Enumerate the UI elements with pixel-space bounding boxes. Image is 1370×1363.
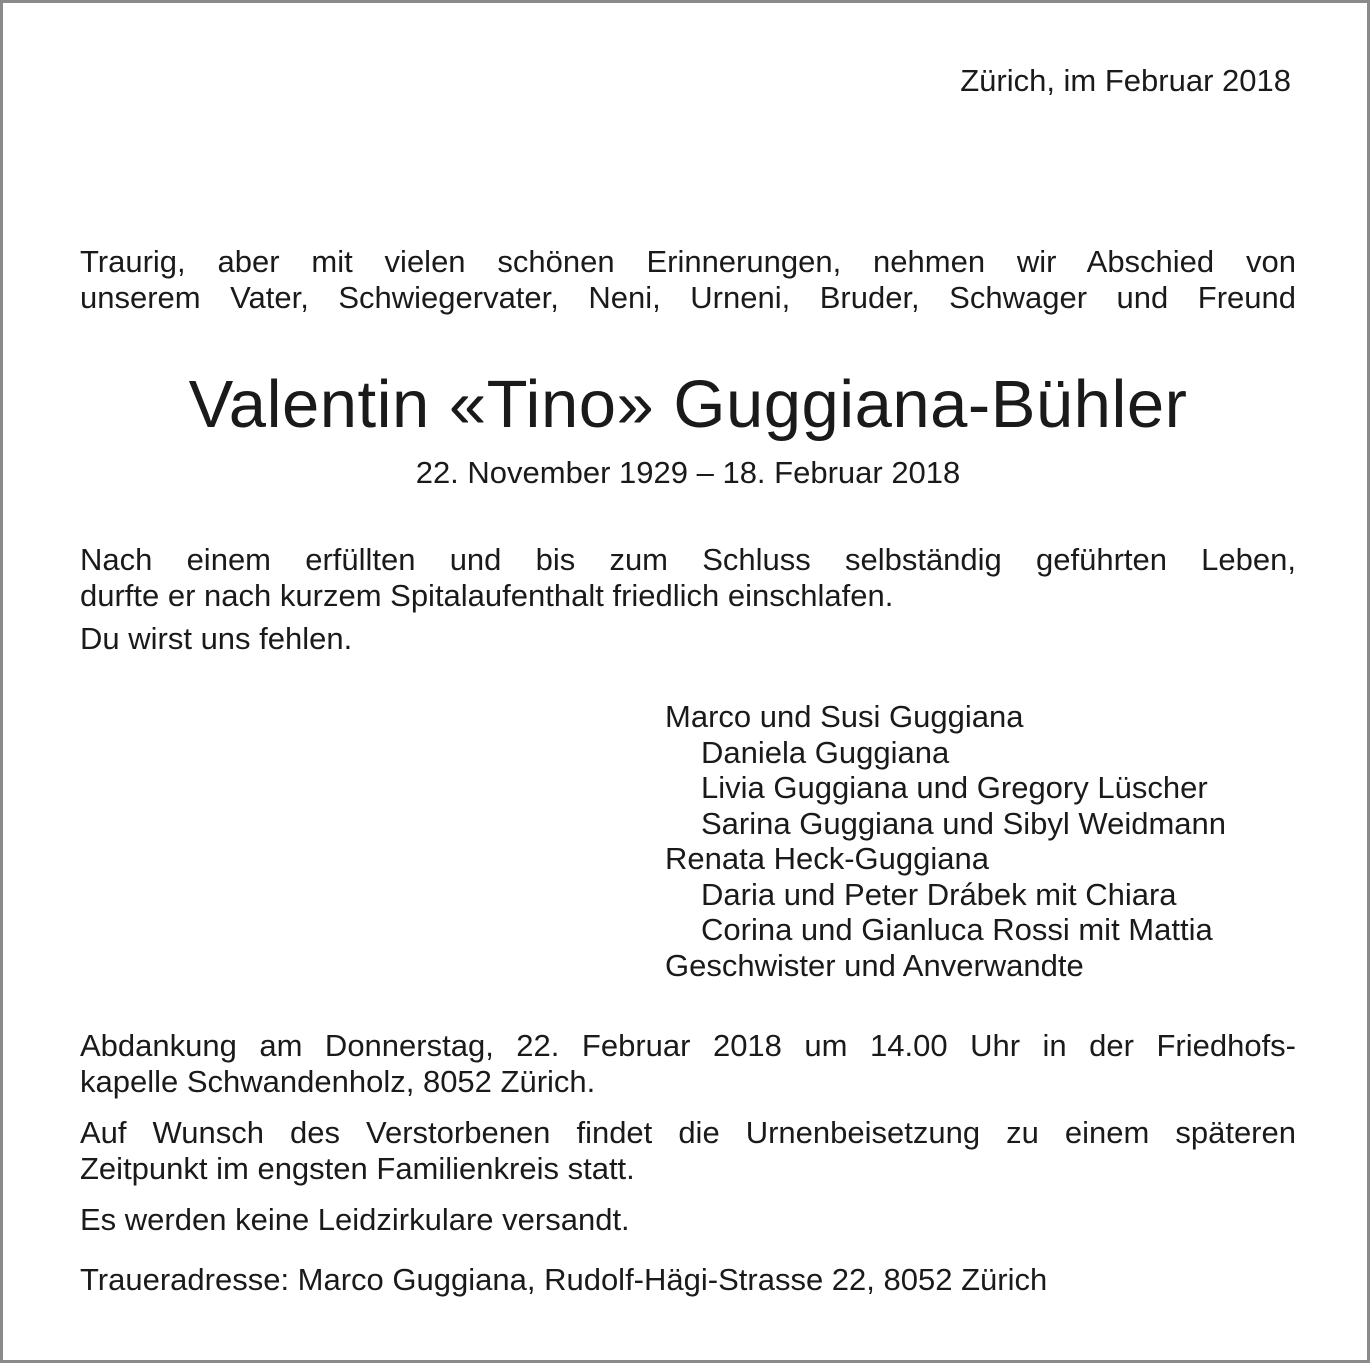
ceremony-paragraph [80,1028,1296,1100]
mourner-entry: Livia Guggiana und Gregory Lüscher [701,770,1208,805]
ceremony-line-2: kapelle Schwandenholz, 8052 Zürich. [80,1064,596,1099]
message-paragraph [80,542,1296,614]
burial-line-2: Zeitpunkt im engsten Familienkreis statt. [80,1151,635,1186]
mourner-entry: Geschwister und Anverwandte [665,947,1084,983]
life-dates: 22. November 1929 – 18. Februar 2018 [415,455,961,490]
ceremony-line-1: Abdankung am Donnerstag, 22. Februar 2018 um 14.00 Uhr in der Friedhofs- [80,1028,1296,1063]
burial-line-1: Auf Wunsch des Verstorbenen findet die Urnenbeisetzung zu einem späteren [80,1115,1296,1150]
mourner-entry: Sarina Guggiana und Sibyl Weidmann [701,805,1227,841]
mourning-address: Traueradresse: Marco Guggiana, Rudolf-Hägi-Strasse 22, 8052 Zürich [80,1262,1048,1297]
intro-line-2: unserem Vater, Schwiegervater, Neni, Urneni, Bruder, Schwager und Freund [80,280,1296,315]
message-line-1: Nach einem erfüllten und bis zum Schluss selbständig geführten Leben, [80,542,1296,577]
intro-text [80,244,1296,316]
mourner-entry: Daria und Peter Drábek mit Chiara [701,876,1177,912]
mourner-entry: Daniela Guggiana [701,734,950,770]
message-line-2: durfte er nach kurzem Spitalaufenthalt friedlich einschlafen. [80,578,894,613]
intro-line-1: Traurig, aber mit vielen schönen Erinnerungen, nehmen wir Abschied von [80,244,1296,279]
mourners-list [665,699,1226,983]
mourner-entry: Corina und Gianluca Rossi mit Mattia [701,912,1213,947]
place-date: Zürich, im Februar 2018 [960,63,1291,98]
notice-line: Es werden keine Leidzirkulare versandt. [80,1202,630,1237]
farewell-line: Du wirst uns fehlen. [80,621,353,656]
mourner-entry: Renata Heck-Guggiana [665,841,989,876]
burial-paragraph [80,1115,1296,1187]
deceased-name: Valentin «Tino» Guggiana-Bühler [188,367,1188,442]
mourner-entry: Marco und Susi Guggiana [665,699,1024,734]
